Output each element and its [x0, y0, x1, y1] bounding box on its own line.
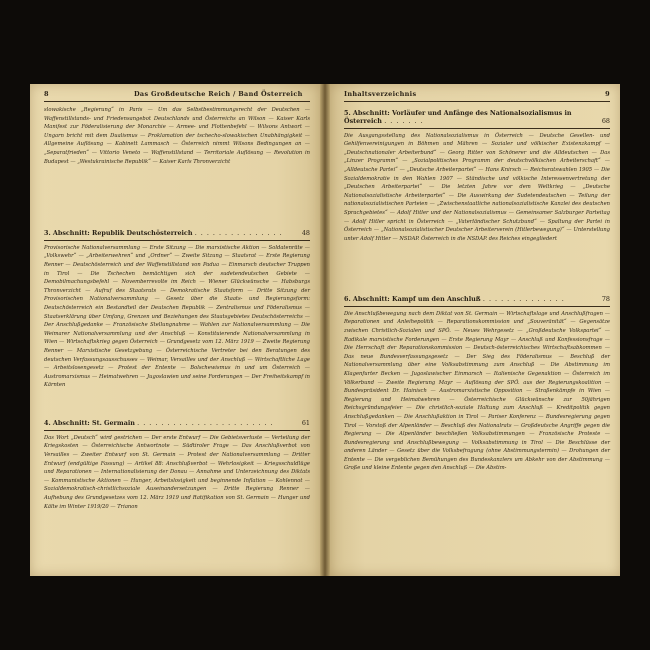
left-page: [30, 84, 320, 576]
section-6: [344, 296, 610, 473]
right-running-title: Inhaltsverzeichnis: [344, 90, 417, 98]
section-4-leader-dots: . . . . . . . . . . . . . . . . . . . . . . .: [137, 419, 274, 427]
section-5-leader-dots: . . . . . . .: [384, 116, 424, 125]
left-running-title: Das Großdeutsche Reich / Band Österreich: [134, 90, 303, 98]
section-3-rule: [44, 240, 310, 241]
section-4-text: Das Wort „Deutsch“ wird gestrichen — Der erste Entwurf — Die Gebietsverluste — Verteilung der Kriegskosten — Österreichische Antwortnote — Südtiroler Frage — Das Anschlußverbot von Versailles — Zweiter Entwurf von St. Germain — Protest der Nationalversammlung — Dritter Entwurf (endgültige Fassung) — Artikel 88: Anschlußverbot — Wehrlosigkeit — Kriegsschuldlüge und Reparationen — Internationalisierung der Donau — Annahme und Unterzeichnung des Diktats — Kommunistische Aktionen — Hunger, Arbeitslosigkeit und beginnende Inflation — Kohlennot — Sozialdemokratisch-christlichsoziale Auseinandersetzungen — Dritte Regierung Renner — Aufhebung des Grundgesetzes vom 12. März 1919 und Ratifikation von St. Germain — Hunger und Kälte im Winter 1919/20 — Trianon: [44, 434, 310, 510]
left-running-head: [44, 90, 310, 102]
right-page-number: 9: [605, 90, 610, 98]
book-gutter: [320, 84, 330, 576]
section-3-title: [44, 230, 310, 238]
section-6-page: 78: [601, 295, 610, 303]
section-6-title-text: 6. Abschnitt: Kampf um den Anschluß: [344, 295, 481, 303]
section-5: [344, 110, 610, 243]
right-running-head: [344, 90, 610, 102]
section-4-title-text: 4. Abschnitt: St. Germain: [44, 419, 135, 427]
section-4: [44, 420, 310, 511]
section-6-text: Die Anschlußbewegung nach dem Diktat von St. Germain — Wirtschaftslage und Anschlußfragen — Reparationen und Anleihepolitik — Reparationskommission und „Souveränität“ — Gegensätze zwischen Christlich-Sozialen und SPÖ. — Neues Wehrgesetz — „Großdeutsche Volkspartei“ — Radikale marxistische Forderungen — Erste Regierung Mayr — Anschluß und Konfessionsfrage — Die Herrschaft der Reparationskommission — Deutsch-österreichisches Wirtschaftsabkommen — Das neue Bundesverfassungsgesetz — Der Sieg des Föderalismus — Beschluß der Nationalversammlung über eine Volksabstimmung zum Anschluß — Die Abstimmung im Klagenfurter Becken — Jugoslawischer Einmarsch — Italienische Gegenaktion — Österreich im Völkerbund — Zweite Regierung Mayr — Auflösung der SPÖ. aus der Regierungskoalition — Bundespräsident Dr. Hainisch — Austromarxistische Opposition — Straßenkämpfe in Wien — Regierung und Heimatwehren — Österreichische Glückwünsche zur 50jährigen Reichsgründungsfeier — Die christlich-soziale Haltung zum Anschluß — Kreditpolitik gegen Anschlußgedanken — Die Anschlußaktion in Tirol — Pariser Konferenz — Bundesregierung gegen Tirol — Vorstoß der Alpenländer — Beschluß des Nationalrats — Großdeutsche Angriffe gegen die Regierung — Die Alpenländer beschließen Volksabstimmungen — Französische Proteste — Bundesregierung und Anschlußbewegung — Volksabstimmung in Tirol — Die Beschlüsse der anderen Länder — Gesetz über die Volksbefragung (ohne Abstimmungstermin) — Drohungen der Entente — Die vergeblichen Bemühungen des Bundeskanzlers um Abkehr von der Abstimmung — Große und kleine Entente gegen den Anschluß — Die Abstim-: [344, 310, 610, 472]
left-intro-text: slowakische „Regierung“ in Paris — Um das Selbstbestimmungsrecht der Deutschen — Waffenstillstands- und Friedensangebot Deutschlands und Österreichs an Wilson — Kaiser Karls Manifest zur Föderalisierung der Monarchie — Armee- und Flottenbefehl — Wilsons Antwort — Ungarn bricht mit dem Dualismus — Proklamation der tschecho-slowakischen Unabhängigkeit — Allgemeine Auflösung — Kabinett Lammasch — Österreich nimmt Wilsons Bedingungen an — „Separatfrieden“ — Vittorio Veneto — Waffenstillstand — Territoriale Auflösung — Revolution in Budapest — „Westukrainische Republik“ — Kaiser Karls Thronverzicht: [44, 107, 310, 165]
section-3-leader-dots: . . . . . . . . . . . . . . .: [194, 229, 283, 237]
section-3: [44, 230, 310, 390]
right-page: [330, 84, 620, 576]
section-4-page: 61: [301, 419, 310, 427]
section-6-leader-dots: . . . . . . . . . . . . . .: [482, 295, 565, 303]
section-3-title-text: 3. Abschnitt: Republik Deutschösterreich: [44, 229, 193, 237]
section-5-text: Die Ausgangsstellung des Nationalsozialismus in Österreich — Deutsche Gesellen- und Gehilfenvereinigungen in Böhmen und Mähren — Sozialer und völkischer Existenzkampf — „Deutschnationaler Arbeiterbund“ — Georg Ritter von Schönerer und die Alldeutschen — Das „Linzer Programm“ — „Sozialpolitisches Programm der deutschvölkischen Arbeiterschaft“ — „Alldeutsche Partei“ — „Deutsche Arbeiterpartei“ — Hans Knirsch — Reichsratswahlen 1905 — Die Sozialdemokratie in den Wahlen 1907 — Ständische und völkische Interessenvertretung der „Deutschen Arbeiterpartei“ — Die letzten Jahre vor dem Weltkrieg — „Deutsche Nationalsozialistische Arbeiterpartei“ — Die Auswirkung der Sudetendeutschen — Teilung der nationalsozialistischen Parteien — „Zwischenstaatliche nationalsozialistische Kanzlei des deutschen Sprachgebietes“ — Adolf Hitler und der Nationalsozialismus — Gemeinsamer Salzburger Parteitag — Adolf Hitler spricht in Österreich — „Vaterländischer Schutzbund“ — Spaltung der Partei in Österreich — „Nationalsozialistischer Deutscher Arbeiterverein (Hitlerbewegung)“ — Unterstellung unter Adolf Hitler — NSDAP. Österreich in die NSDAP. des Reiches eingegliedert: [344, 132, 610, 242]
section-3-text: Provisorische Nationalversammlung — Erste Sitzung — Die marxistische Aktion — Soldatenräte — „Volkswehr“ — „Arbeiterwehren“ und „Ordner“ — Zweite Sitzung — Staatsrat — Erste Regierung Renner — Deutschösterreich und der Waffenstillstand von Padua — Einmarsch deutscher Truppen in Tirol — Die Tschechen bemächtigen sich der sudetendeutschen Gebiete — Demobilmachungsbefehl — Novemberrevolte im Reich — Wiener Glückwünsche — Habsburgs Thronverzicht — Aufruf des Staatsrats — Demokratische Staatsform — Dritte Sitzung der Provisorischen Nationalversammlung — Gesetz über die Staats- und Regierungsform: Deutschösterreich ein Bestandteil der Deutschen Republik — Zentralismus und Föderalismus — Staatserklärung über Umfang, Grenzen und Beziehungen des Staatsgebietes Deutschösterreichs — Der Anschlußgedanke — Französische Stellungnahme — Wahlen zur Nationalversammlung — Die Weimarer Nationalversammlung und der Anschluß — Konstituierende Nationalversammlung in Wien — Wirtschaftskrieg gegen Österreich — Grundgesetz vom 12. März 1919 — Zweite Regierung Renner — Marxistische Gesetzgebung — Österreichische Vertreter bei den Beratungen des deutschen Verfassungsausschusses — Weimar, Versailles und der Anschluß — Wirtschaftliche Lage — Arbeitslosengesetz — Protest der Entente — Bolschewismus in und um Österreich — Austromarxismus — Heimatwehren — Jugoslawien und seine Forderungen — Der Freiheitskampf in Kärnten: [44, 244, 310, 389]
left-intro-block: [44, 106, 310, 166]
section-4-rule: [44, 430, 310, 431]
section-3-page: 48: [301, 229, 310, 237]
left-page-number: 8: [44, 90, 49, 98]
section-6-title: [344, 296, 610, 304]
section-5-title-text: 5. Abschnitt: Vorläufer und Anfänge des Nationalsozialismus in Österreich: [344, 109, 572, 125]
section-5-title: [344, 110, 610, 126]
section-6-rule: [344, 306, 610, 307]
section-5-rule: [344, 128, 610, 129]
section-5-page: 68: [601, 116, 610, 125]
section-4-title: [44, 420, 310, 428]
